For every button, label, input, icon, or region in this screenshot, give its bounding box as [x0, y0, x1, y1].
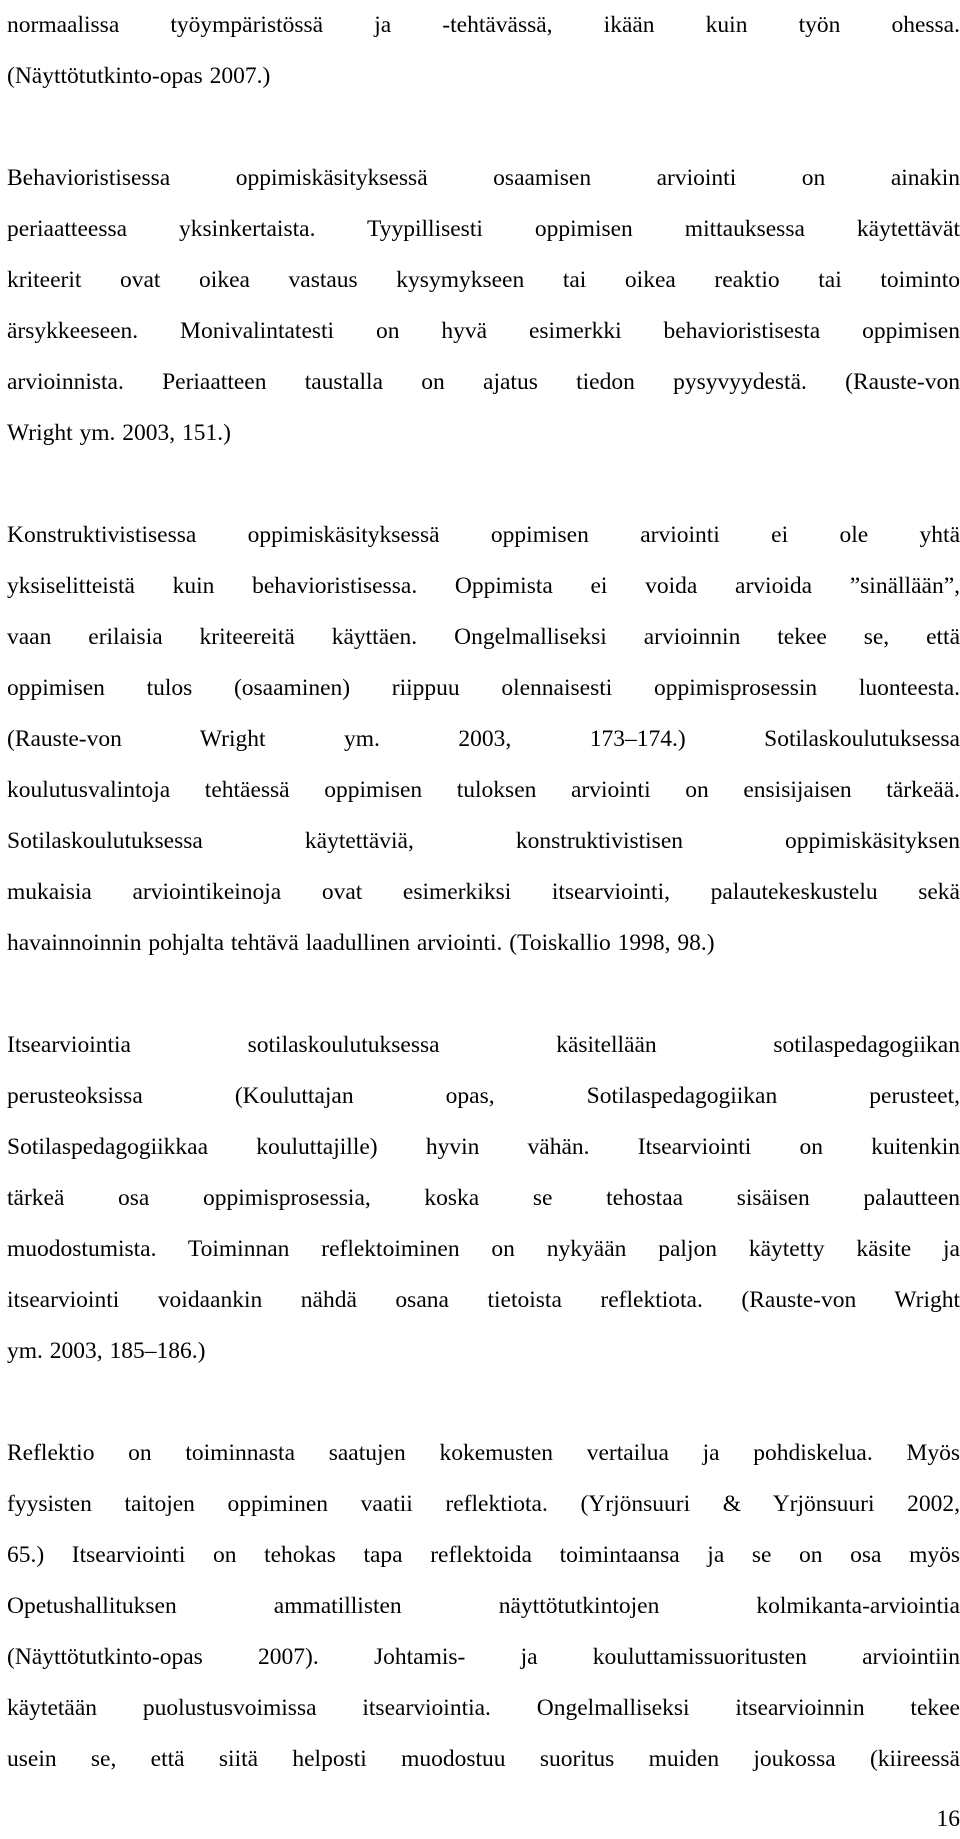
- text-line: perusteoksissa (Kouluttajan opas, Sotilaspedagogiikan perusteet,: [7, 1083, 960, 1109]
- paragraph-gap: [7, 969, 960, 1020]
- text-line: käytetään puolustusvoimissa itsearviointia. Ongelmalliseksi itsearvioinnin tekee: [7, 1695, 960, 1721]
- text-line: Konstruktivistisessa oppimiskäsityksessä oppimisen arviointi ei ole yhtä: [7, 522, 960, 548]
- text-line: tärkeä osa oppimisprosessia, koska se tehostaa sisäisen palautteen: [7, 1185, 960, 1211]
- text-line: itsearviointi voidaankin nähdä osana tietoista reflektiota. (Rauste-von Wright: [7, 1287, 960, 1313]
- text-line: mukaisia arviointikeinoja ovat esimerkiksi itsearviointi, palautekeskustelu sekä: [7, 879, 960, 905]
- text-line: 65.) Itsearviointi on tehokas tapa reflektoida toimintaansa ja se on osa myös: [7, 1542, 960, 1568]
- paragraph-gap: [7, 1377, 960, 1428]
- text-line: koulutusvalintoja tehtäessä oppimisen tuloksen arviointi on ensisijaisen tärkeää.: [7, 777, 960, 803]
- text-line: ym. 2003, 185–186.): [7, 1338, 206, 1364]
- text-line: vaan erilaisia kriteereitä käyttäen. Ongelmalliseksi arvioinnin tekee se, että: [7, 624, 960, 650]
- text-line: usein se, että siitä helposti muodostuu suoritus muiden joukossa (kiireessä: [7, 1746, 960, 1772]
- paragraph-4: [7, 1020, 960, 1377]
- text-line: (Näyttötutkinto-opas 2007). Johtamis- ja kouluttamissuoritusten arviointiin: [7, 1644, 960, 1670]
- document-page: [7, 0, 960, 1785]
- text-line: periaatteessa yksinkertaista. Tyypillisesti oppimisen mittauksessa käytettävät: [7, 216, 960, 242]
- text-line: muodostumista. Toiminnan reflektoiminen on nykyään paljon käytetty käsite ja: [7, 1236, 960, 1262]
- text-line: (Rauste-von Wright ym. 2003, 173–174.) Sotilaskoulutuksessa: [7, 726, 960, 752]
- text-line: ärsykkeeseen. Monivalintatesti on hyvä esimerkki behavioristisesta oppimisen: [7, 318, 960, 344]
- text-line: Wright ym. 2003, 151.): [7, 420, 231, 446]
- text-line: normaalissa työympäristössä ja -tehtävässä, ikään kuin työn ohessa.: [7, 12, 960, 38]
- paragraph-gap: [7, 102, 960, 153]
- text-line: yksiselitteistä kuin behavioristisessa. Oppimista ei voida arvioida ”sinällään”,: [7, 573, 960, 599]
- paragraph-5: [7, 1428, 960, 1785]
- text-line: Opetushallituksen ammatillisten näyttötutkintojen kolmikanta-arviointia: [7, 1593, 960, 1619]
- text-line: Reflektio on toiminnasta saatujen kokemusten vertailua ja pohdiskelua. Myös: [7, 1440, 960, 1466]
- text-line: havainnoinnin pohjalta tehtävä laadullinen arviointi. (Toiskallio 1998, 98.): [7, 930, 715, 956]
- paragraph-3: [7, 510, 960, 969]
- text-line: fyysisten taitojen oppiminen vaatii reflektiota. (Yrjönsuuri & Yrjönsuuri 2002,: [7, 1491, 960, 1517]
- page-number: 16: [936, 1806, 960, 1832]
- text-line: arvioinnista. Periaatteen taustalla on ajatus tiedon pysyvyydestä. (Rauste-von: [7, 369, 960, 395]
- text-line: Itsearviointia sotilaskoulutuksessa käsitellään sotilaspedagogiikan: [7, 1032, 960, 1058]
- text-line: oppimisen tulos (osaaminen) riippuu olennaisesti oppimisprosessin luonteesta.: [7, 675, 960, 701]
- text-line: kriteerit ovat oikea vastaus kysymykseen tai oikea reaktio tai toiminto: [7, 267, 960, 293]
- text-line: (Näyttötutkinto-opas 2007.): [7, 63, 271, 89]
- paragraph-1: [7, 0, 960, 102]
- text-line: Behavioristisessa oppimiskäsityksessä osaamisen arviointi on ainakin: [7, 165, 960, 191]
- text-line: Sotilaspedagogiikkaa kouluttajille) hyvin vähän. Itsearviointi on kuitenkin: [7, 1134, 960, 1160]
- text-line: Sotilaskoulutuksessa käytettäviä, konstruktivistisen oppimiskäsityksen: [7, 828, 960, 854]
- paragraph-gap: [7, 459, 960, 510]
- paragraph-2: [7, 153, 960, 459]
